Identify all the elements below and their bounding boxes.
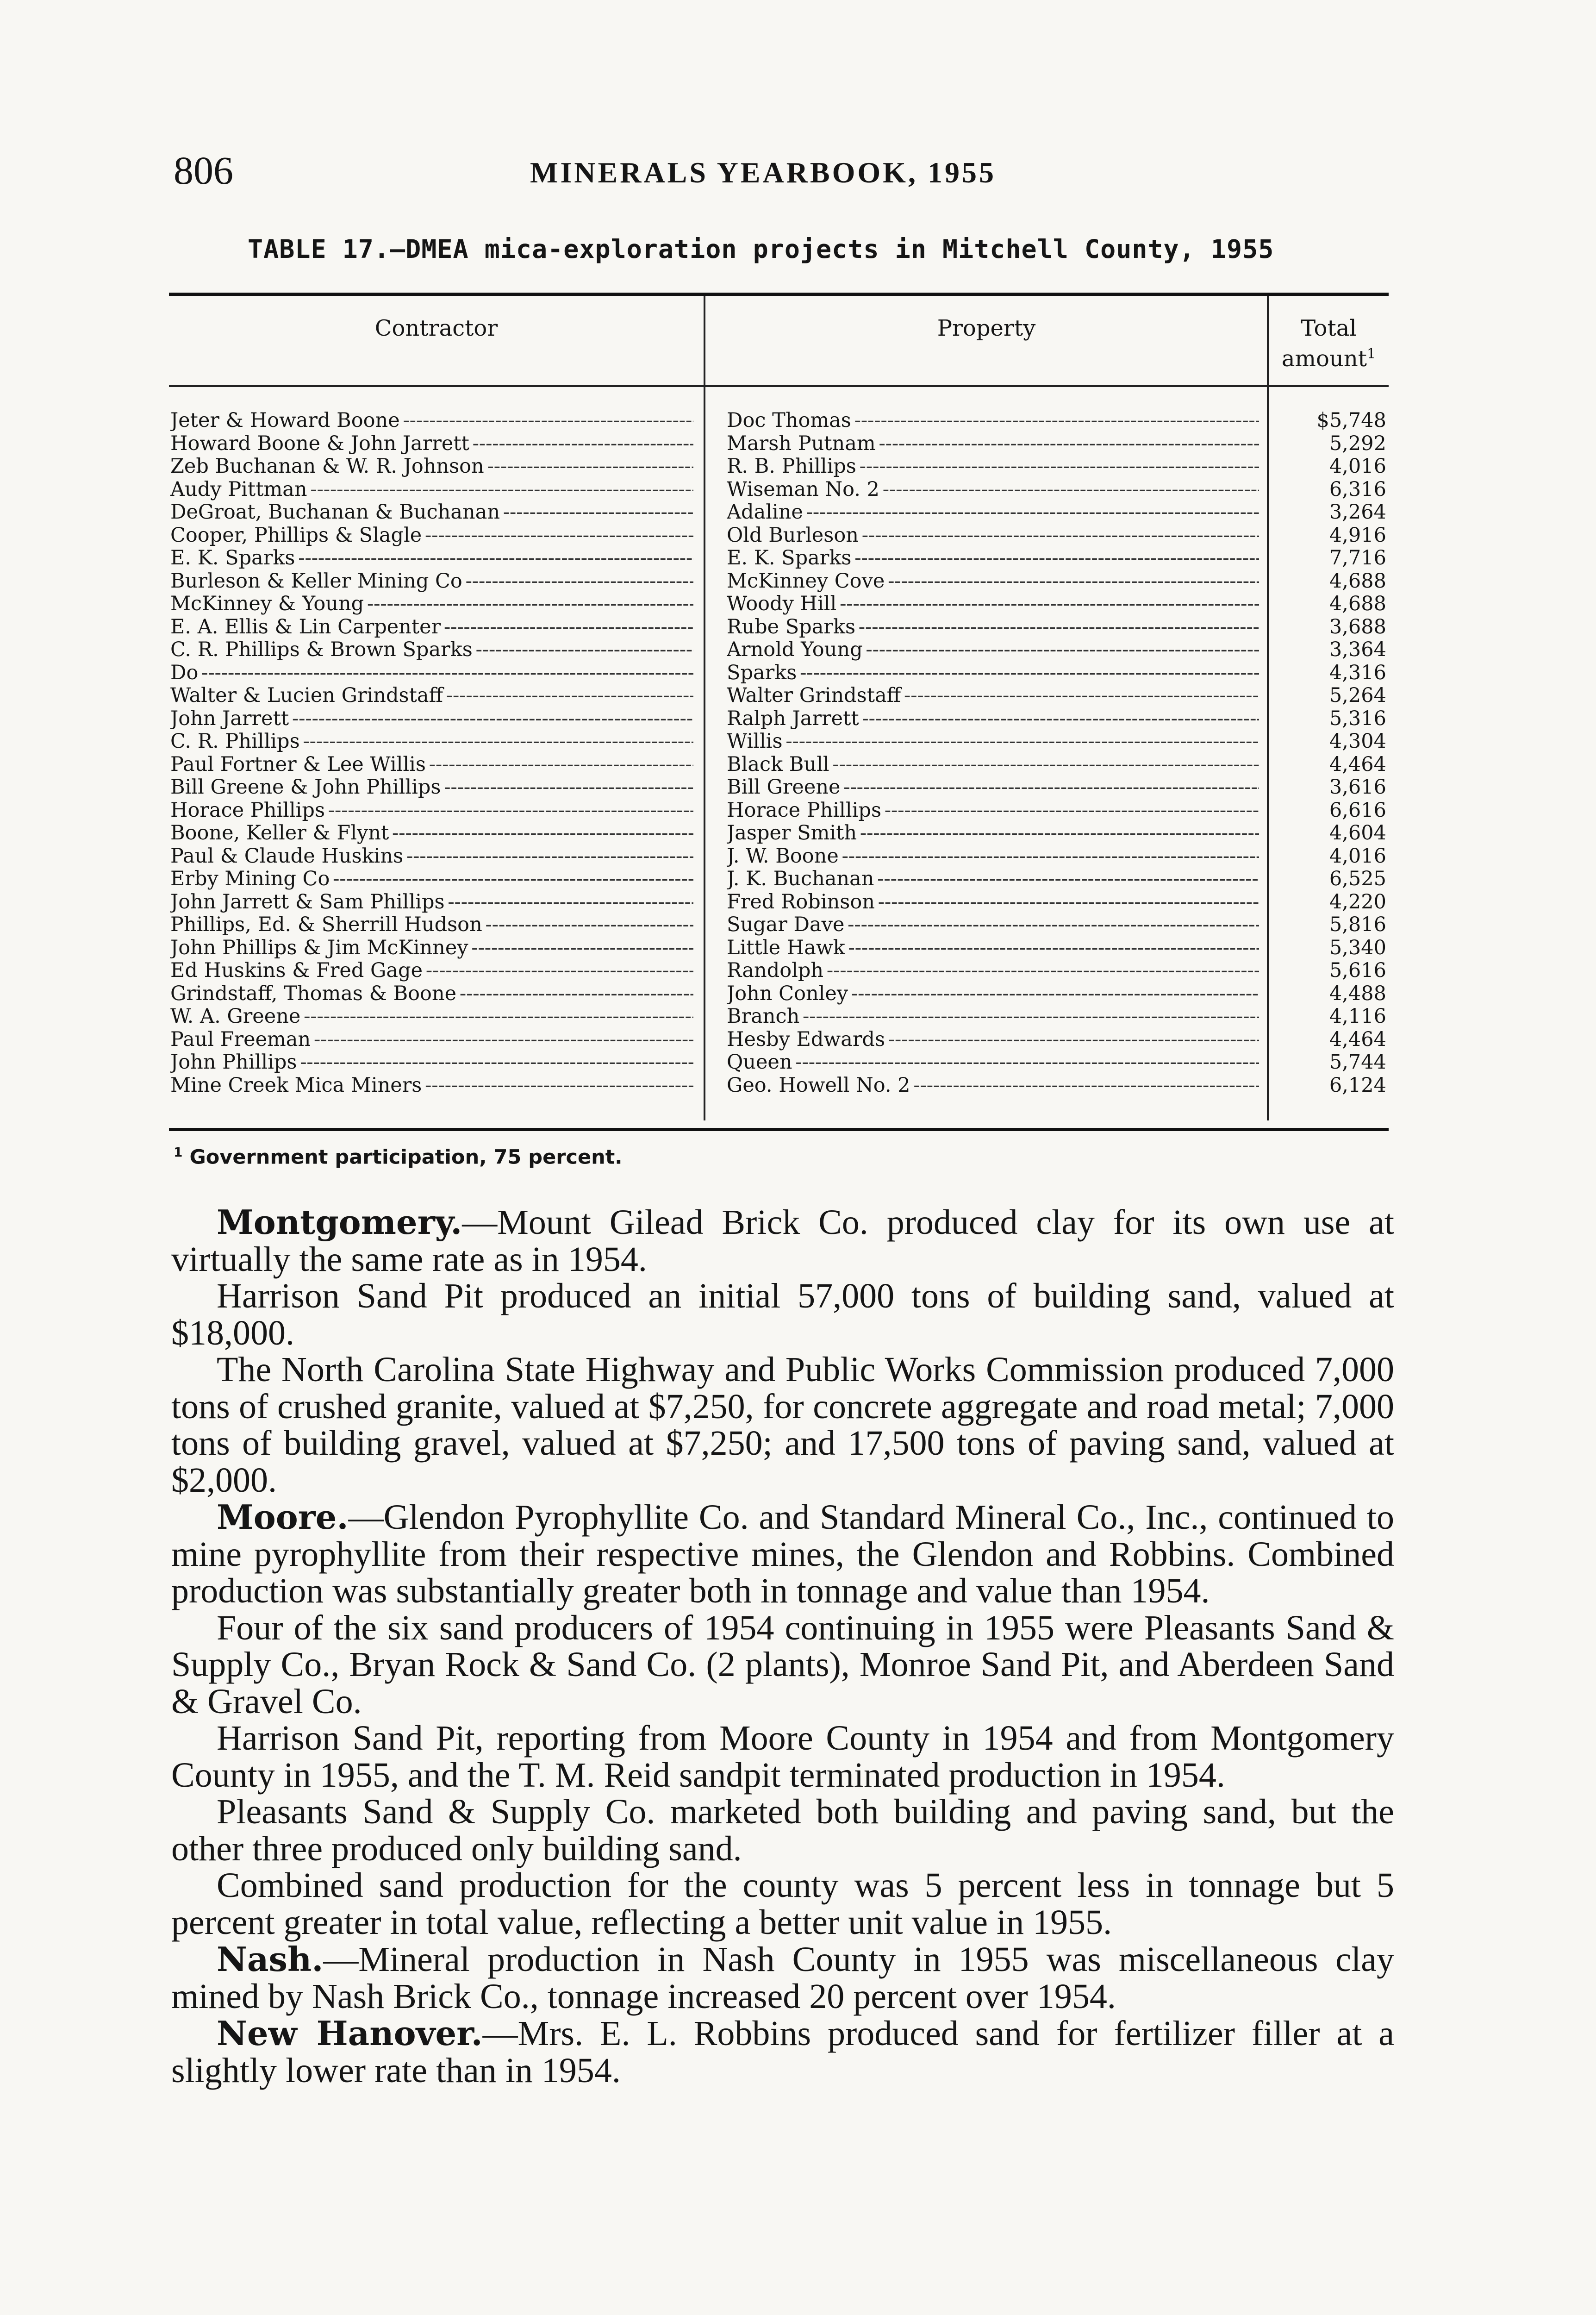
amount-cell: 4,304: [1329, 730, 1386, 753]
property-cell: Fred Robinson - - -: [727, 891, 1259, 914]
amount-cell: 6,616: [1329, 799, 1386, 822]
county-heading: Nash.: [217, 1940, 324, 1979]
amount-cell: 4,116: [1329, 1005, 1386, 1028]
contractor-cell: Jeter & Howard Boone - - -: [170, 409, 693, 432]
table-top-rule: [169, 293, 1389, 296]
table-row: [169, 570, 1389, 593]
paragraph-text: —Glendon Pyrophyllite Co. and Standard Mineral Co., Inc., continued to mine pyrophyllite from their respective mines, the Glendon and Robbins. Combined production was substantially greater both in tonnage and value than 1954.: [171, 1498, 1394, 1610]
table-row: [169, 547, 1389, 570]
table-row: [169, 662, 1389, 685]
contractor-cell: W. A. Greene - - -: [170, 1005, 693, 1028]
paragraph-montgomery: [171, 1204, 1394, 1278]
property-cell: Walter Grindstaff - - -: [727, 684, 1259, 707]
contractor-cell: C. R. Phillips - - -: [170, 730, 693, 753]
column-header-total-amount: [1269, 316, 1389, 372]
table-bottom-rule: [169, 1128, 1389, 1131]
table-row: [169, 1074, 1389, 1097]
amount-cell: 4,688: [1329, 569, 1386, 593]
property-cell: Horace Phillips - - -: [727, 799, 1259, 822]
paragraph: Harrison Sand Pit, reporting from Moore County in 1954 and from Montgomery County in 1955, and the T. M. Reid sandpit terminated production in 1954.: [171, 1719, 1394, 1795]
table-row: [169, 1028, 1389, 1051]
table-row: [169, 845, 1389, 868]
amount-cell: 5,816: [1329, 913, 1386, 936]
contractor-cell: E. K. Sparks - - -: [170, 547, 693, 570]
contractor-cell: Howard Boone & John Jarrett - - -: [170, 432, 693, 456]
property-cell: Little Hawk - - -: [727, 937, 1259, 960]
table-row: [169, 753, 1389, 776]
property-cell: Woody Hill - - -: [727, 593, 1259, 616]
table-footnote: [174, 1145, 623, 1169]
amount-cell: $5,748: [1316, 409, 1386, 432]
table-header-rule: [169, 385, 1389, 387]
property-cell: Branch - - -: [727, 1005, 1259, 1028]
contractor-cell: Walter & Lucien Grindstaff - - -: [170, 684, 693, 707]
table-row: [169, 409, 1389, 432]
property-cell: Doc Thomas - - -: [727, 409, 1259, 432]
contractor-cell: John Jarrett & Sam Phillips - - -: [170, 891, 693, 914]
property-cell: Jasper Smith - - -: [727, 822, 1259, 845]
table-row: [169, 501, 1389, 524]
property-cell: John Conley - - -: [727, 982, 1259, 1006]
contractor-cell: Zeb Buchanan & W. R. Johnson - - -: [170, 455, 693, 478]
property-cell: Bill Greene - - -: [727, 776, 1259, 799]
property-cell: Wiseman No. 2 - - -: [727, 478, 1259, 501]
contractor-cell: McKinney & Young - - -: [170, 593, 693, 616]
table-row: [169, 868, 1389, 891]
contractor-cell: Paul & Claude Huskins - - -: [170, 845, 693, 868]
amount-cell: 4,464: [1329, 753, 1386, 776]
paragraph-text: —Mineral production in Nash County in 1955 was miscellaneous clay mined by Nash Brick Co., tonnage increased 20 percent over 1954.: [171, 1940, 1394, 2016]
property-cell: Old Burleson - - -: [727, 524, 1259, 547]
county-heading: Moore.: [217, 1497, 349, 1537]
amount-cell: 4,916: [1329, 524, 1386, 547]
contractor-cell: Phillips, Ed. & Sherrill Hudson - - -: [170, 913, 693, 937]
table-title: TABLE 17.—DMEA mica-exploration projects in Mitchell County, 1955: [248, 234, 1274, 264]
amount-cell: 6,316: [1329, 478, 1386, 501]
property-cell: McKinney Cove - - -: [727, 570, 1259, 593]
table-row: [169, 707, 1389, 731]
property-cell: R. B. Phillips - - -: [727, 455, 1259, 478]
contractor-cell: John Phillips - - -: [170, 1051, 693, 1074]
table-row: [169, 638, 1389, 662]
property-cell: Marsh Putnam - - -: [727, 432, 1259, 456]
amount-cell: 5,616: [1329, 959, 1386, 982]
property-cell: Adaline - - -: [727, 501, 1259, 524]
property-cell: J. K. Buchanan - - -: [727, 868, 1259, 891]
column-header-property: Property: [937, 315, 1036, 341]
amount-cell: 4,688: [1329, 593, 1386, 615]
table-row: [169, 822, 1389, 845]
body-text: [171, 1204, 1394, 2089]
amount-cell: 5,292: [1329, 432, 1386, 455]
property-cell: Hesby Edwards - - -: [727, 1028, 1259, 1051]
table-row: [169, 478, 1389, 501]
table-row: [169, 616, 1389, 639]
table-row: [169, 891, 1389, 914]
paragraph-moore: [171, 1499, 1394, 1610]
column-header-contractor: Contractor: [374, 315, 498, 341]
amount-cell: 5,744: [1329, 1051, 1386, 1074]
amount-cell: 5,316: [1329, 707, 1386, 730]
property-cell: Willis - - -: [727, 730, 1259, 753]
footnote-marker: 1: [1367, 346, 1376, 362]
amount-cell: 4,220: [1329, 890, 1386, 913]
paragraph-new-hanover: [171, 2015, 1394, 2089]
paragraph: Combined sand production for the county was 5 percent less in tonnage but 5 percent greater in total value, reflecting a better unit value in 1955.: [171, 1866, 1394, 1942]
contractor-cell: C. R. Phillips & Brown Sparks - - -: [170, 638, 693, 662]
table-row: [169, 959, 1389, 982]
table-row: [169, 1005, 1389, 1028]
paragraph-text: —Mount Gilead Brick Co. produced clay for its own use at virtually the same rate as in 1954.: [171, 1203, 1394, 1279]
paragraph-nash: [171, 1941, 1394, 2015]
table-row: [169, 684, 1389, 707]
contractor-cell: Mine Creek Mica Miners - - -: [170, 1074, 693, 1097]
footnote-marker: 1: [174, 1145, 183, 1160]
contractor-cell: Bill Greene & John Phillips - - -: [170, 776, 693, 799]
contractor-cell: Erby Mining Co - - -: [170, 868, 693, 891]
paragraph: Harrison Sand Pit produced an initial 57,000 tons of building sand, valued at $18,000.: [171, 1276, 1394, 1352]
amount-cell: 3,616: [1329, 776, 1386, 799]
table-row: [169, 432, 1389, 456]
property-cell: Randolph - - -: [727, 959, 1259, 982]
contractor-cell: Cooper, Phillips & Slagle - - -: [170, 524, 693, 547]
table-row: [169, 776, 1389, 799]
paragraph-text: —Mrs. E. L. Robbins produced sand for fertilizer filler at a slightly lower rate than in 1954.: [171, 2014, 1394, 2090]
property-cell: Arnold Young - - -: [727, 638, 1259, 662]
county-heading: New Hanover.: [217, 2014, 483, 2053]
property-cell: Sugar Dave - - -: [727, 913, 1259, 937]
amount-cell: 6,525: [1329, 868, 1386, 890]
page-number: 806: [174, 148, 233, 193]
page-header: [174, 147, 1396, 203]
amount-cell: 4,488: [1329, 982, 1386, 1005]
table-row: [169, 799, 1389, 822]
amount-cell: 4,604: [1329, 822, 1386, 845]
property-cell: J. W. Boone - - -: [727, 845, 1259, 868]
paragraph: Four of the six sand producers of 1954 continuing in 1955 were Pleasants Sand & Supply Co., Bryan Rock & Sand Co. (2 plants), Monroe Sand Pit, and Aberdeen Sand & Gravel Co.: [171, 1608, 1394, 1721]
property-cell: Rube Sparks - - -: [727, 616, 1259, 639]
amount-cell: 4,016: [1329, 845, 1386, 868]
contractor-cell: Burleson & Keller Mining Co - - -: [170, 570, 693, 593]
amount-cell: 4,316: [1329, 661, 1386, 684]
footnote-text: Government participation, 75 percent.: [189, 1145, 623, 1169]
property-cell: Ralph Jarrett - - -: [727, 707, 1259, 731]
property-cell: Sparks - - -: [727, 662, 1259, 685]
mica-projects-table: [169, 293, 1389, 1131]
property-cell: Geo. Howell No. 2 - - -: [727, 1074, 1259, 1097]
running-title: MINERALS YEARBOOK, 1955: [530, 156, 996, 189]
table-row: [169, 1051, 1389, 1074]
amount-cell: 4,016: [1329, 455, 1386, 478]
contractor-cell: John Jarrett - - -: [170, 707, 693, 731]
contractor-cell: E. A. Ellis & Lin Carpenter - - -: [170, 616, 693, 639]
paragraph: Pleasants Sand & Supply Co. marketed both building and paving sand, but the other three produced only building sand.: [171, 1792, 1394, 1868]
table-body: [169, 409, 1389, 1097]
amount-cell: 5,340: [1329, 936, 1386, 959]
paragraph: The North Carolina State Highway and Public Works Commission produced 7,000 tons of crushed granite, valued at $7,250, for concrete aggregate and road metal; 7,000 tons of building gravel, valued at $7,250; and 17,500 tons of paving sand, valued at $2,000.: [171, 1350, 1394, 1500]
table-row: [169, 982, 1389, 1006]
contractor-cell: DeGroat, Buchanan & Buchanan - - -: [170, 501, 693, 524]
amount-cell: 6,124: [1329, 1074, 1386, 1097]
contractor-cell: Horace Phillips - - -: [170, 799, 693, 822]
contractor-cell: Do - - -: [170, 662, 693, 685]
table-row: [169, 593, 1389, 616]
table-row: [169, 937, 1389, 960]
property-cell: Black Bull - - -: [727, 753, 1259, 776]
column-header-total-amount-label: Total amount: [1281, 315, 1367, 372]
table-row: [169, 455, 1389, 478]
contractor-cell: Ed Huskins & Fred Gage - - -: [170, 959, 693, 982]
contractor-cell: Boone, Keller & Flynt - - -: [170, 822, 693, 845]
contractor-cell: Paul Freeman - - -: [170, 1028, 693, 1051]
amount-cell: 4,464: [1329, 1028, 1386, 1051]
property-cell: Queen - - -: [727, 1051, 1259, 1074]
table-row: [169, 730, 1389, 753]
amount-cell: 5,264: [1329, 684, 1386, 707]
table-row: [169, 913, 1389, 937]
amount-cell: 3,688: [1329, 615, 1386, 638]
amount-cell: 3,264: [1329, 501, 1386, 524]
county-heading: Montgomery.: [217, 1202, 462, 1242]
table-row: [169, 524, 1389, 547]
contractor-cell: Audy Pittman - - -: [170, 478, 693, 501]
contractor-cell: John Phillips & Jim McKinney - - -: [170, 937, 693, 960]
contractor-cell: Grindstaff, Thomas & Boone - - -: [170, 982, 693, 1006]
property-cell: E. K. Sparks - - -: [727, 547, 1259, 570]
amount-cell: 3,364: [1329, 638, 1386, 661]
amount-cell: 7,716: [1329, 547, 1386, 569]
contractor-cell: Paul Fortner & Lee Willis - - -: [170, 753, 693, 776]
